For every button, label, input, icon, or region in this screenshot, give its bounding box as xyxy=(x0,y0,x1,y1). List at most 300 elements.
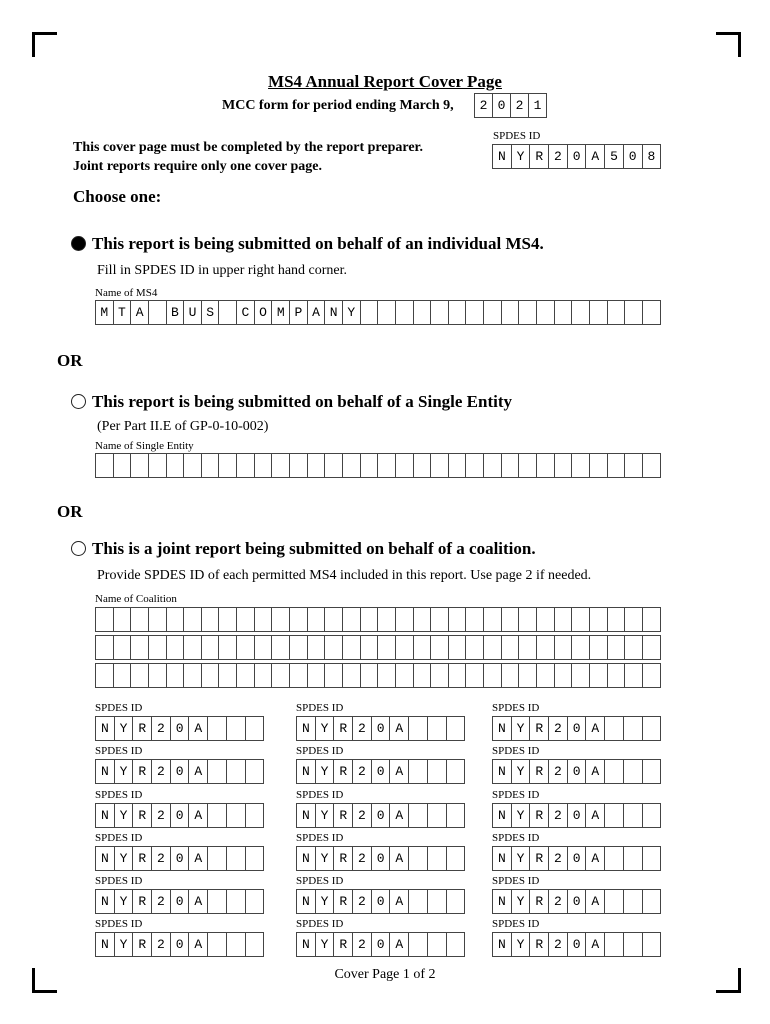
char-box[interactable] xyxy=(227,933,246,956)
char-box[interactable] xyxy=(414,664,432,687)
char-box[interactable] xyxy=(572,664,590,687)
char-box[interactable]: 0 xyxy=(171,847,190,870)
char-box[interactable]: A xyxy=(390,717,409,740)
char-box[interactable] xyxy=(605,804,624,827)
coalition-spdes-id-field[interactable] xyxy=(296,846,465,871)
char-box[interactable]: A xyxy=(131,301,149,324)
char-box[interactable]: O xyxy=(255,301,273,324)
char-box[interactable] xyxy=(624,760,643,783)
char-box[interactable] xyxy=(208,847,227,870)
char-box[interactable]: 0 xyxy=(568,717,587,740)
char-box[interactable] xyxy=(466,301,484,324)
char-box[interactable] xyxy=(605,847,624,870)
char-box[interactable]: 0 xyxy=(493,94,511,117)
coalition-name-field-row-1[interactable] xyxy=(95,607,661,632)
char-box[interactable] xyxy=(447,847,466,870)
char-box[interactable] xyxy=(449,454,467,477)
char-box[interactable]: R xyxy=(334,933,353,956)
char-box[interactable] xyxy=(237,636,255,659)
char-box[interactable] xyxy=(428,933,447,956)
char-box[interactable]: R xyxy=(530,717,549,740)
char-box[interactable] xyxy=(519,454,537,477)
char-box[interactable] xyxy=(625,608,643,631)
char-box[interactable]: 2 xyxy=(511,94,529,117)
coalition-spdes-id-field[interactable] xyxy=(95,716,264,741)
char-box[interactable]: Y xyxy=(115,804,134,827)
char-box[interactable]: A xyxy=(586,847,605,870)
char-box[interactable]: R xyxy=(334,890,353,913)
char-box[interactable] xyxy=(255,454,273,477)
char-box[interactable]: Y xyxy=(115,717,134,740)
char-box[interactable] xyxy=(502,454,520,477)
char-box[interactable] xyxy=(167,608,185,631)
coalition-spdes-id-field[interactable] xyxy=(95,846,264,871)
char-box[interactable] xyxy=(643,636,661,659)
char-box[interactable] xyxy=(361,636,379,659)
char-box[interactable] xyxy=(643,717,662,740)
char-box[interactable]: A xyxy=(308,301,326,324)
char-box[interactable] xyxy=(643,454,661,477)
char-box[interactable] xyxy=(409,847,428,870)
char-box[interactable]: R xyxy=(334,717,353,740)
char-box[interactable] xyxy=(227,717,246,740)
char-box[interactable]: S xyxy=(202,301,220,324)
char-box[interactable] xyxy=(625,636,643,659)
char-box[interactable]: R xyxy=(530,760,549,783)
char-box[interactable] xyxy=(343,454,361,477)
char-box[interactable]: A xyxy=(189,717,208,740)
char-box[interactable]: N xyxy=(297,933,316,956)
char-box[interactable] xyxy=(290,636,308,659)
char-box[interactable]: 2 xyxy=(152,804,171,827)
char-box[interactable] xyxy=(537,608,555,631)
char-box[interactable] xyxy=(219,608,237,631)
char-box[interactable]: A xyxy=(390,760,409,783)
char-box[interactable]: 0 xyxy=(171,760,190,783)
char-box[interactable] xyxy=(428,760,447,783)
char-box[interactable] xyxy=(572,301,590,324)
char-box[interactable] xyxy=(149,301,167,324)
char-box[interactable] xyxy=(378,664,396,687)
char-box[interactable] xyxy=(572,454,590,477)
char-box[interactable] xyxy=(590,636,608,659)
char-box[interactable]: 0 xyxy=(372,804,391,827)
char-box[interactable] xyxy=(605,933,624,956)
char-box[interactable] xyxy=(308,454,326,477)
char-box[interactable]: N xyxy=(297,890,316,913)
char-box[interactable]: A xyxy=(586,760,605,783)
char-box[interactable] xyxy=(272,454,290,477)
char-box[interactable] xyxy=(519,664,537,687)
char-box[interactable] xyxy=(202,454,220,477)
char-box[interactable]: A xyxy=(189,760,208,783)
char-box[interactable] xyxy=(202,608,220,631)
char-box[interactable] xyxy=(466,636,484,659)
char-box[interactable]: R xyxy=(133,847,152,870)
coalition-spdes-id-field[interactable] xyxy=(95,759,264,784)
char-box[interactable] xyxy=(572,608,590,631)
char-box[interactable]: Y xyxy=(316,933,335,956)
char-box[interactable] xyxy=(378,636,396,659)
char-box[interactable] xyxy=(605,890,624,913)
char-box[interactable] xyxy=(625,664,643,687)
char-box[interactable] xyxy=(167,664,185,687)
char-box[interactable] xyxy=(272,664,290,687)
char-box[interactable] xyxy=(502,664,520,687)
char-box[interactable] xyxy=(325,664,343,687)
char-box[interactable]: C xyxy=(237,301,255,324)
char-box[interactable] xyxy=(409,890,428,913)
char-box[interactable] xyxy=(537,664,555,687)
char-box[interactable] xyxy=(409,804,428,827)
char-box[interactable]: 5 xyxy=(605,145,624,168)
char-box[interactable] xyxy=(428,890,447,913)
char-box[interactable] xyxy=(237,454,255,477)
char-box[interactable] xyxy=(246,804,265,827)
char-box[interactable]: 2 xyxy=(152,847,171,870)
char-box[interactable] xyxy=(246,847,265,870)
char-box[interactable] xyxy=(272,636,290,659)
coalition-spdes-id-field[interactable] xyxy=(296,889,465,914)
radio-coalition[interactable] xyxy=(71,541,86,556)
char-box[interactable] xyxy=(624,933,643,956)
char-box[interactable] xyxy=(449,608,467,631)
char-box[interactable] xyxy=(590,301,608,324)
char-box[interactable] xyxy=(643,804,662,827)
char-box[interactable] xyxy=(428,847,447,870)
char-box[interactable] xyxy=(149,664,167,687)
char-box[interactable]: 0 xyxy=(171,933,190,956)
char-box[interactable]: 0 xyxy=(171,717,190,740)
char-box[interactable] xyxy=(447,717,466,740)
char-box[interactable]: 0 xyxy=(372,933,391,956)
char-box[interactable]: A xyxy=(390,847,409,870)
char-box[interactable]: R xyxy=(334,804,353,827)
char-box[interactable]: A xyxy=(586,804,605,827)
char-box[interactable] xyxy=(484,608,502,631)
char-box[interactable] xyxy=(114,608,132,631)
char-box[interactable] xyxy=(208,890,227,913)
char-box[interactable]: Y xyxy=(316,847,335,870)
char-box[interactable]: 2 xyxy=(353,717,372,740)
char-box[interactable] xyxy=(396,454,414,477)
char-box[interactable]: A xyxy=(586,145,605,168)
char-box[interactable]: Y xyxy=(512,933,531,956)
char-box[interactable] xyxy=(246,760,265,783)
char-box[interactable] xyxy=(396,608,414,631)
char-box[interactable] xyxy=(396,636,414,659)
char-box[interactable] xyxy=(643,301,661,324)
char-box[interactable] xyxy=(246,933,265,956)
char-box[interactable] xyxy=(114,664,132,687)
char-box[interactable]: N xyxy=(96,890,115,913)
char-box[interactable] xyxy=(208,933,227,956)
coalition-name-field-row-2[interactable] xyxy=(95,635,661,660)
char-box[interactable] xyxy=(131,636,149,659)
char-box[interactable] xyxy=(208,717,227,740)
char-box[interactable] xyxy=(202,664,220,687)
char-box[interactable] xyxy=(572,636,590,659)
char-box[interactable]: N xyxy=(297,760,316,783)
char-box[interactable]: 0 xyxy=(171,890,190,913)
char-box[interactable]: 2 xyxy=(353,804,372,827)
char-box[interactable] xyxy=(255,636,273,659)
char-box[interactable]: 0 xyxy=(568,804,587,827)
char-box[interactable] xyxy=(466,454,484,477)
char-box[interactable]: 0 xyxy=(568,145,587,168)
char-box[interactable]: 0 xyxy=(372,717,391,740)
char-box[interactable] xyxy=(537,301,555,324)
char-box[interactable]: R xyxy=(530,847,549,870)
char-box[interactable] xyxy=(227,804,246,827)
char-box[interactable]: R xyxy=(530,933,549,956)
char-box[interactable]: A xyxy=(390,890,409,913)
char-box[interactable] xyxy=(608,636,626,659)
char-box[interactable]: N xyxy=(297,804,316,827)
char-box[interactable] xyxy=(184,664,202,687)
char-box[interactable]: R xyxy=(133,890,152,913)
char-box[interactable] xyxy=(608,664,626,687)
char-box[interactable]: N xyxy=(493,804,512,827)
char-box[interactable] xyxy=(447,890,466,913)
char-box[interactable] xyxy=(114,636,132,659)
char-box[interactable]: Y xyxy=(512,145,531,168)
char-box[interactable] xyxy=(555,454,573,477)
char-box[interactable]: Y xyxy=(316,717,335,740)
coalition-spdes-id-field[interactable] xyxy=(492,932,661,957)
char-box[interactable] xyxy=(308,636,326,659)
char-box[interactable]: 2 xyxy=(152,717,171,740)
char-box[interactable] xyxy=(624,847,643,870)
char-box[interactable]: A xyxy=(390,804,409,827)
char-box[interactable]: Y xyxy=(316,890,335,913)
coalition-spdes-id-field[interactable] xyxy=(296,932,465,957)
char-box[interactable] xyxy=(308,608,326,631)
char-box[interactable] xyxy=(149,454,167,477)
char-box[interactable]: 0 xyxy=(372,847,391,870)
char-box[interactable] xyxy=(343,664,361,687)
char-box[interactable]: R xyxy=(133,717,152,740)
char-box[interactable] xyxy=(502,608,520,631)
char-box[interactable] xyxy=(447,760,466,783)
char-box[interactable] xyxy=(184,454,202,477)
char-box[interactable]: 0 xyxy=(568,847,587,870)
char-box[interactable] xyxy=(96,636,114,659)
char-box[interactable]: 0 xyxy=(624,145,643,168)
char-box[interactable]: 2 xyxy=(549,933,568,956)
char-box[interactable] xyxy=(255,664,273,687)
char-box[interactable] xyxy=(449,664,467,687)
char-box[interactable] xyxy=(608,608,626,631)
char-box[interactable] xyxy=(290,454,308,477)
char-box[interactable] xyxy=(378,608,396,631)
char-box[interactable]: Y xyxy=(115,890,134,913)
coalition-spdes-id-field[interactable] xyxy=(296,759,465,784)
char-box[interactable] xyxy=(624,804,643,827)
char-box[interactable] xyxy=(96,664,114,687)
char-box[interactable] xyxy=(449,301,467,324)
coalition-spdes-id-field[interactable] xyxy=(296,716,465,741)
char-box[interactable]: Y xyxy=(115,933,134,956)
char-box[interactable]: R xyxy=(530,890,549,913)
char-box[interactable] xyxy=(484,664,502,687)
char-box[interactable] xyxy=(114,454,132,477)
char-box[interactable]: R xyxy=(334,760,353,783)
char-box[interactable] xyxy=(643,760,662,783)
char-box[interactable] xyxy=(184,636,202,659)
char-box[interactable] xyxy=(208,804,227,827)
char-box[interactable] xyxy=(343,636,361,659)
char-box[interactable]: P xyxy=(290,301,308,324)
char-box[interactable] xyxy=(431,636,449,659)
char-box[interactable]: A xyxy=(189,804,208,827)
char-box[interactable]: N xyxy=(96,847,115,870)
char-box[interactable] xyxy=(519,608,537,631)
radio-individual[interactable] xyxy=(71,236,86,251)
char-box[interactable]: N xyxy=(96,717,115,740)
char-box[interactable]: 2 xyxy=(549,847,568,870)
char-box[interactable] xyxy=(414,608,432,631)
char-box[interactable] xyxy=(484,301,502,324)
char-box[interactable]: 2 xyxy=(549,760,568,783)
char-box[interactable]: R xyxy=(530,145,549,168)
char-box[interactable] xyxy=(555,301,573,324)
char-box[interactable]: N xyxy=(325,301,343,324)
char-box[interactable] xyxy=(590,664,608,687)
char-box[interactable] xyxy=(325,608,343,631)
char-box[interactable] xyxy=(447,933,466,956)
char-box[interactable]: R xyxy=(133,760,152,783)
char-box[interactable] xyxy=(131,664,149,687)
char-box[interactable]: N xyxy=(493,933,512,956)
char-box[interactable]: B xyxy=(167,301,185,324)
char-box[interactable]: N xyxy=(493,847,512,870)
char-box[interactable]: 2 xyxy=(152,933,171,956)
char-box[interactable] xyxy=(428,717,447,740)
char-box[interactable] xyxy=(237,608,255,631)
char-box[interactable]: M xyxy=(272,301,290,324)
char-box[interactable]: A xyxy=(189,890,208,913)
char-box[interactable] xyxy=(361,608,379,631)
period-year-field[interactable] xyxy=(474,93,547,118)
char-box[interactable]: 0 xyxy=(568,760,587,783)
char-box[interactable] xyxy=(466,608,484,631)
char-box[interactable] xyxy=(325,636,343,659)
char-box[interactable]: Y xyxy=(512,760,531,783)
spdes-id-field[interactable] xyxy=(492,144,661,169)
char-box[interactable]: Y xyxy=(512,804,531,827)
char-box[interactable] xyxy=(502,301,520,324)
char-box[interactable]: M xyxy=(96,301,114,324)
char-box[interactable]: R xyxy=(133,804,152,827)
char-box[interactable]: 2 xyxy=(353,890,372,913)
char-box[interactable]: Y xyxy=(316,760,335,783)
char-box[interactable]: A xyxy=(586,933,605,956)
char-box[interactable]: R xyxy=(530,804,549,827)
char-box[interactable] xyxy=(361,454,379,477)
char-box[interactable] xyxy=(255,608,273,631)
char-box[interactable] xyxy=(246,717,265,740)
char-box[interactable]: Y xyxy=(343,301,361,324)
char-box[interactable]: T xyxy=(114,301,132,324)
ms4-name-field[interactable] xyxy=(95,300,661,325)
coalition-spdes-id-field[interactable] xyxy=(492,889,661,914)
char-box[interactable] xyxy=(605,717,624,740)
coalition-spdes-id-field[interactable] xyxy=(95,889,264,914)
char-box[interactable]: 0 xyxy=(171,804,190,827)
char-box[interactable] xyxy=(428,804,447,827)
char-box[interactable]: N xyxy=(297,847,316,870)
char-box[interactable] xyxy=(131,454,149,477)
char-box[interactable]: N xyxy=(493,717,512,740)
char-box[interactable] xyxy=(484,636,502,659)
char-box[interactable] xyxy=(409,760,428,783)
char-box[interactable] xyxy=(466,664,484,687)
char-box[interactable] xyxy=(555,636,573,659)
char-box[interactable] xyxy=(396,664,414,687)
char-box[interactable] xyxy=(555,608,573,631)
char-box[interactable] xyxy=(431,664,449,687)
char-box[interactable]: 0 xyxy=(372,760,391,783)
char-box[interactable] xyxy=(519,301,537,324)
char-box[interactable] xyxy=(308,664,326,687)
char-box[interactable] xyxy=(184,608,202,631)
char-box[interactable]: 0 xyxy=(568,933,587,956)
char-box[interactable]: R xyxy=(334,847,353,870)
char-box[interactable]: A xyxy=(586,890,605,913)
char-box[interactable]: Y xyxy=(316,804,335,827)
char-box[interactable] xyxy=(227,760,246,783)
char-box[interactable] xyxy=(537,636,555,659)
char-box[interactable] xyxy=(96,454,114,477)
char-box[interactable] xyxy=(409,717,428,740)
char-box[interactable]: Y xyxy=(512,890,531,913)
char-box[interactable] xyxy=(555,664,573,687)
coalition-spdes-id-field[interactable] xyxy=(492,716,661,741)
char-box[interactable]: 2 xyxy=(549,804,568,827)
char-box[interactable] xyxy=(361,664,379,687)
char-box[interactable]: A xyxy=(390,933,409,956)
char-box[interactable] xyxy=(219,454,237,477)
char-box[interactable] xyxy=(290,664,308,687)
char-box[interactable]: 2 xyxy=(353,933,372,956)
char-box[interactable] xyxy=(149,636,167,659)
char-box[interactable] xyxy=(537,454,555,477)
char-box[interactable] xyxy=(643,608,661,631)
char-box[interactable] xyxy=(449,636,467,659)
char-box[interactable] xyxy=(431,454,449,477)
char-box[interactable] xyxy=(131,608,149,631)
char-box[interactable] xyxy=(414,636,432,659)
char-box[interactable]: 2 xyxy=(353,847,372,870)
char-box[interactable] xyxy=(227,847,246,870)
single-entity-name-field[interactable] xyxy=(95,453,661,478)
char-box[interactable] xyxy=(590,608,608,631)
char-box[interactable] xyxy=(167,454,185,477)
char-box[interactable] xyxy=(608,301,626,324)
char-box[interactable]: 2 xyxy=(549,145,568,168)
char-box[interactable] xyxy=(149,608,167,631)
char-box[interactable] xyxy=(608,454,626,477)
coalition-spdes-id-field[interactable] xyxy=(492,803,661,828)
char-box[interactable]: 2 xyxy=(549,890,568,913)
char-box[interactable]: 2 xyxy=(549,717,568,740)
char-box[interactable]: N xyxy=(493,890,512,913)
char-box[interactable] xyxy=(378,301,396,324)
char-box[interactable] xyxy=(378,454,396,477)
char-box[interactable]: U xyxy=(184,301,202,324)
char-box[interactable]: N xyxy=(96,760,115,783)
